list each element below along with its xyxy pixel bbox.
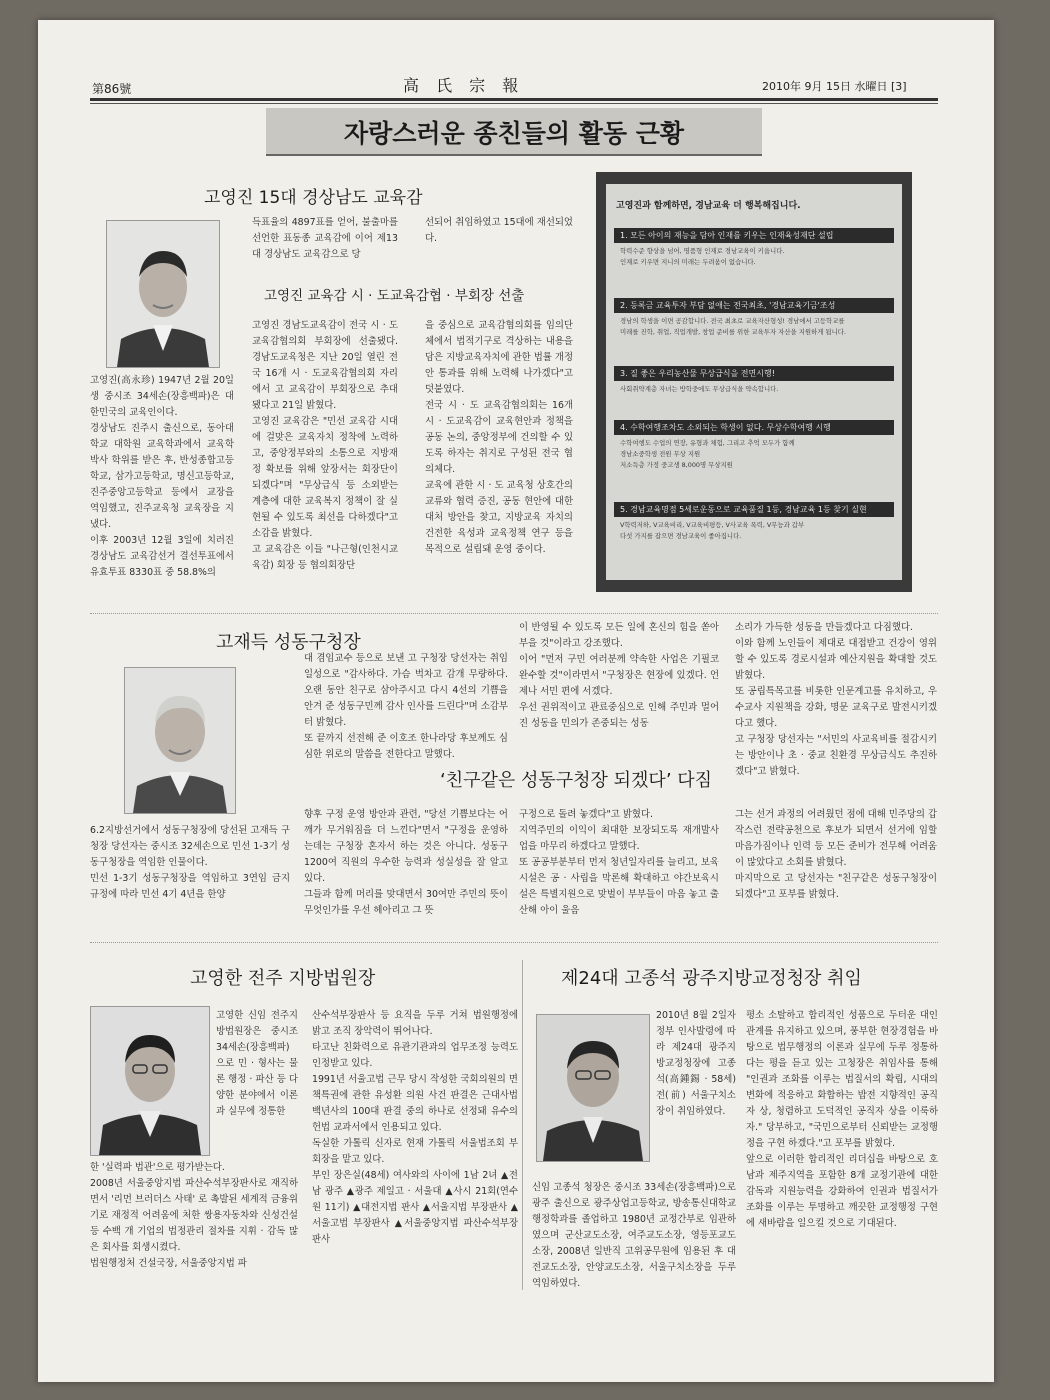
ad-item-text: V학력저하, V교육비리, V교육비평등, V사교육 폭력, V무능과 갑부 다섯 가지를 잡으면 경남교육이 좋아집니다. (620, 521, 805, 540)
newspaper-page (38, 20, 994, 1382)
portrait-photo (124, 667, 236, 814)
newspaper-title: 高 氏 宗 報 (403, 76, 525, 95)
article2-col3-top: 이 반영될 수 있도록 모든 일에 혼신의 힘을 쏟아 부을 것"이라고 강조했다. 이어 "먼저 구민 여러분께 약속한 사업은 기필코 완수할 것"이라면서 "구청장은 현장에 있겠다. 언제나 서민 편에 서겠다. 우선 권위적이고 관료중심으로 인해 주민과 멀어진 성동을 민의가 존중되는 성동 (519, 622, 719, 729)
ad-item-head: 1. 모든 아이의 재능을 담아 인재를 키우는 인재육성재단 설립 (614, 228, 894, 243)
portrait-photo (536, 1014, 650, 1162)
ad-item (614, 502, 894, 545)
article1-subhead: 고영진 교육감 시 · 도교육감협 · 부회장 선출 (264, 288, 525, 304)
article4-caption: 신임 고종석 청장은 중시조 33세손(장흥백파)으로 광주 출신으로 광주상업고등학교, 방송통신대학교 행정학과를 졸업하고 1980년 교정간부로 임관하였으며 군산교도소장, 여주교도소장, 영등포교도소장, 2008년 일반직 고위공무원에 임용된 후 대전교도소장, 안양교도소장, 서울구치소장을 두루 역임하였다. (532, 1182, 739, 1289)
banner-title: 자랑스러운 종친들의 활동 근황 (343, 119, 685, 148)
ad-item (614, 420, 894, 474)
article1-col2-top: 득표율의 4897표를 얻어, 불출마를 선언한 표동종 교육감에 이어 제13대 경상남도 교육감으로 당 (252, 217, 401, 260)
column-rule (522, 960, 523, 1290)
campaign-ad-panel (606, 184, 902, 580)
article3-col2: 산수석부장판사 등 요직을 두루 거쳐 법원행정에 밝고 조직 장악력이 뛰어나다. 타고난 친화력으로 유관기관과의 업무조정 능력도 인정받고 있다. 1991년 서울고법 근무 당시 작성한 국회의원의 면책특권에 관한 유성환 의원 사건 판결은 근대사법 백년사의 100대 판결 중의 하나로 선정돼 유수의 헌법 교과서에서 인용되고 있다. 독실한 가톨릭 신자로 현재 가톨릭 서울법조회 부회장을 맡고 있다. 부인 장은실(48세) 여사와의 사이에 1남 2녀 ▲전남 광주 ▲광주 제일고 · 서울대 ▲사시 21회(연수원 11기) ▲대전지법 판사 ▲서울지법 부장판사 ▲서울고법 부장판사 ▲서울중앙지법 파산수석부장판사 (312, 1010, 518, 1245)
ad-item-head: 4. 수학여행조차도 소외되는 학생이 없다. 무상수학여행 시행 (614, 420, 894, 435)
article2-col4-bottom: 그는 선거 과정의 어려웠던 점에 대해 민주당의 갑작스런 전략공천으로 후보가 되면서 선거에 임할 마음가짐이나 인력 등 모든 준비가 전무해 어려움이 많았다고 소회를 밝혔다. 마지막으로 고 당선자는 "친구같은 성동구청장이 되겠다"고 포부를 밝혔다. (735, 809, 937, 900)
ad-item-text: 학력수준 향상을 넘어, 명품형 인재로 경남교육이 키웁니다. 인재로 키우면 지니의 미래는 두려움이 없습니다. (620, 247, 785, 266)
article1-col3-top: 선되어 취임하였고 15대에 재선되었다. (425, 217, 573, 244)
article1-col3-body: 을 중심으로 교육감협의회를 임의단체에서 법적기구로 격상하는 내용을 담은 지방교육자치에 관한 법률 개정안 통과를 위해 노력해 나가겠다"고 덧붙였다. 전국 시 · 도 교육감협의회는 16개 시 · 도교육감이 교육현안과 정책을 공동 논의, 중앙정부에 건의할 수 있도록 하자는 취지로 구성된 전국 협의체다. 교육에 관한 시 · 도 교육청 상호간의 교류와 협력 증진, 공동 현안에 대한 대처 방안을 찾고, 지방교육 자치의 건전한 육성과 교육정책 연구 등을 목적으로 설립돼 운영 중이다. (425, 320, 573, 555)
article2-caption: 6.2지방선거에서 성동구청장에 당선된 고재득 구청장 당선자는 중시조 32세손으로 민선 1-3기 성동구청장을 역임한 인물이다. 민선 1-3기 성동구청장을 역임하고 3연임 금지 규정에 따라 민선 4기 4년을 한양 (90, 825, 290, 900)
issue-date: 2010年 9月 15日 水曜日 [3] (762, 80, 907, 93)
article2-pullquote: ‘친구같은 성동구청장 되겠다’ 다짐 (440, 770, 713, 791)
article3-caption: 한 '실력파 법관'으로 평가받는다. 2008년 서울중앙지법 파산수석부장판사로 재직하면서 '리먼 브러더스 사태' 로 촉발된 세계적 금융위기로 재정적 어려움에 처한 쌍용자동차와 신성건설 등 수백 개 기업의 법정관리 절차를 지휘 · 감독 많은 회사를 회생시켰다. 법원행정처 건설국장, 서울중앙지법 파 (90, 1162, 298, 1269)
article2-col2-top: 대 겸임교수 등으로 보낸 고 구청장 당선자는 취임 일성으로 "감사하다. 가슴 벅차고 감개 무량하다. 오랜 동안 친구로 삼아주시고 다시 4선의 기쁨을 안겨 준 성동구민께 감사 인사를 드린다"며 소감부터 밝혔다. 또 끝까지 선전해 준 이호조 한나라당 후보께도 심심한 위로의 말씀을 전한다고 말했다. (304, 653, 508, 760)
article3-caption-side: 고영한 신임 전주지방법원장은 중시조 34세손(장흥백파)으로 민 · 형사는 물론 행정 · 파산 등 다양한 분야에서 이론과 실무에 정통한 (216, 1010, 301, 1117)
section-divider (90, 942, 938, 943)
ad-item-head: 3. 질 좋은 우리농산물 무상급식을 전면시행! (614, 366, 894, 381)
article2-headline: 고재득 성동구청장 (216, 632, 361, 653)
section-divider (90, 613, 938, 614)
campaign-ad (596, 172, 912, 592)
issue-number: 第86號 (92, 82, 132, 96)
ad-item (614, 366, 894, 398)
masthead-rule (90, 98, 938, 101)
article1-col2-body: 고영진 경남도교육감이 전국 시 · 도교육감협의회 부회장에 선출됐다. 경남도교육청은 지난 20일 열린 전국 16개 시 · 도교육감협의회 자리에서 고 교육감이 부회장으로 추대됐다고 21일 밝혔다. 고영진 교육감은 "민선 교육감 시대에 걸맞은 교육자치 정착에 노력하고, 중앙정부와의 소통으로 지방재정 확보를 위해 앞장서는 회장단이 되겠다"며 "무상급식 등 소외받는 계층에 대한 교육복지 정책이 잘 실현될 수 있도록 최선을 다하겠다"고 소감을 밝혔다. 고 교육감은 이들 "나근형(인천시교육감) 회장 등 협의회장단 (252, 320, 398, 571)
article1-headline: 고영진 15대 경상남도 교육감 (204, 188, 423, 208)
article3-headline: 고영한 전주 지방법원장 (190, 968, 376, 989)
article2-col3-bottom: 구정으로 돌려 놓겠다"고 밝혔다. 지역주민의 이익이 최대한 보장되도록 재개발사업을 마무리 하겠다고 말했다. 또 공공부분부터 먼저 청년일자리를 늘리고, 보육시설은 공 · 사립을 막론해 확대하고 야간보육시설은 특별지원으로 맞벌이 부부들이 마음 놓고 출산해 아이 울음 (519, 809, 719, 916)
ad-item-text: 사회취약계층 자녀는 방학중에도 무상급식을 약속합니다. (620, 385, 779, 393)
ad-item-text: 수학여행도 수업의 연장, 유형과 체험, 그리고 추억 모두가 함께 경남소중학생 전원 무상 지원 저소득층 가정 중고생 8,000명 무상지원 (620, 439, 795, 469)
article4-headline: 제24대 고종석 광주지방교정청장 취임 (561, 968, 862, 989)
masthead-rule-thin (90, 103, 938, 104)
article1-caption: 고영진(高永珍) 1947년 2월 20일생 중시조 34세손(장흥백파)은 대한민국의 교육인이다. 경상남도 진주시 출신으로, 동아대학교 대학원 교육학과에서 교육학 박사 학위를 받은 후, 반성종합고등학교, 삼가고등학교, 명신고등학교, 진주중앙고등학교 등에서 교장을 역임했고, 진주교육청 교육장을 지냈다. 이후 2003년 12월 3일에 치러진 경상남도 교육감선거 결선투표에서 유효투표 8330표 중 58.8%의 (90, 375, 234, 578)
article4-caption-side: 2010년 8월 2일자 정부 인사발령에 따라 제24대 광주지방교정청장에 고종석(高鍾錫 · 58세) 전(前) 서울구치소장이 취임하였다. (656, 1010, 739, 1117)
ad-item (614, 298, 894, 341)
article4-col2: 평소 소탈하고 합리적인 성품으로 두터운 대인관계를 유지하고 있으며, 풍부한 현장경험을 바탕으로 법무행정의 이론과 실무에 두루 정통하다는 평을 듣고 있는 고청장은 취임사를 통해 "인권과 조화를 이루는 법질서의 확립, 시대의 변화에 적응하고 화합하는 밥전 지향적인 공직자 상, 청렴하고 도덕적인 공직자 상을 이룩하자." 당부하고, "국민으로부터 신뢰받는 교정행정을 구현 하겠다."고 포부를 밝혔다. 앞으로 이러한 합리적인 리더십을 바탕으로 호남과 제주지역을 포함한 8개 교정기관에 대한 감독과 지원능력을 강화하여 인권과 법질서가 조화를 이루는 투명하고 깨끗한 교정행정 구현에 새바람을 일으킬 것으로 기대된다. (746, 1010, 938, 1229)
ad-item-head: 5. 경남교육명점 5세로운동으로 교육품질 1등, 경남교육 1등 찾기 실현 (614, 502, 894, 517)
article2-col2-bottom: 향후 구정 운영 방안과 관련, "당선 기쁨보다는 어깨가 무거워짐을 더 느낀다"면서 "구정을 운영하는데는 구청장 혼자서 하는 것은 아니다. 성동구 1200여 직원의 우수한 능력과 성실성을 잘 알고 있다. 그들과 함께 머리를 맞대면서 30여만 주민의 뜻이 무엇인가를 우선 헤아리고 그 뜻 (304, 809, 508, 916)
portrait-photo (90, 1006, 210, 1156)
ad-item-text: 경남의 학생을 이면 공감합니다. 전국 최초로 교육자산형성! 경남에서 고등학교를 미래를 진학, 취업, 직업개발, 창업 준비를 위한 교육투자 자산을 지원하게 됩니다. (620, 317, 846, 336)
ad-item-head: 2. 등록금 교육투자 부담 없애는 전국최초, '경남교육기금'조성 (614, 298, 894, 313)
ad-item (614, 228, 894, 271)
ad-title: 고영진과 함께하면, 경남교육 더 행복해집니다. (616, 201, 801, 211)
portrait-photo (106, 220, 220, 368)
article2-col4-top: 소리가 가득한 성동을 만들겠다고 다짐했다. 이와 함께 노인들이 제대로 대접받고 건강이 영위할 수 있도록 경로시설과 예산지원을 확대할 것도 밝혔다. 또 공립특목고를 비롯한 인문계고를 유치하고, 우수교사 지원책을 강화, 명문 교육구로 발전시키겠다고 했다. 고 구청장 당선자는 "서민의 사교육비를 절감시키는 방안이나 초 · 중교 친환경 무상급식도 추진하겠다"고 밝혔다. (735, 622, 937, 777)
